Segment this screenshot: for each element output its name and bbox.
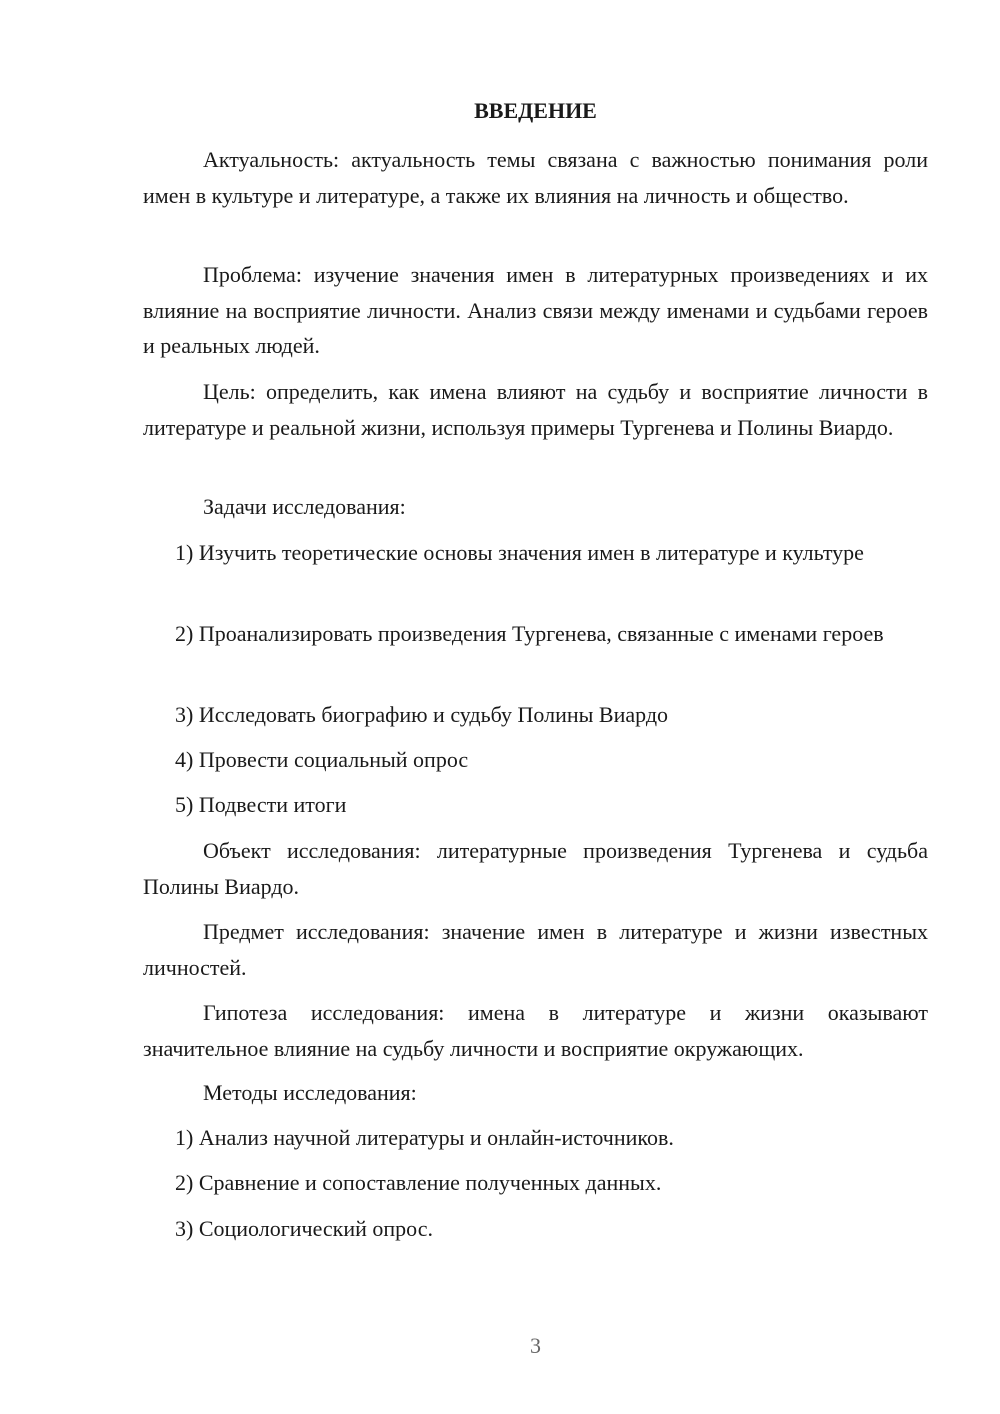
paragraph-subject: Предмет исследования: значение имен в литературе и жизни известных личностей.: [143, 919, 928, 980]
method-item: 2) Сравнение и сопоставление полученных данных.: [175, 1170, 662, 1195]
paragraph-problem: Проблема: изучение значения имен в литературных произведениях и их влияние на восприятие личности. Анализ связи между именами и судьбами героев и реальных людей.: [143, 262, 928, 358]
methods-heading: Методы исследования:: [203, 1080, 417, 1105]
page-number: 3: [530, 1333, 541, 1358]
paragraph-object: Объект исследования: литературные произведения Тургенева и судьба Полины Виардо.: [143, 838, 928, 899]
paragraph-hypothesis: Гипотеза исследования: имена в литературе и жизни оказывают значительное влияние на судьбу личности и восприятие окружающих.: [143, 1000, 928, 1061]
paragraph-actuality: Актуальность: актуальность темы связана с важностью понимания роли имен в культуре и литературе, а также их влияния на личность и общество.: [143, 147, 928, 208]
tasks-heading: Задачи исследования:: [203, 494, 406, 519]
task-item: 4) Провести социальный опрос: [175, 747, 469, 772]
task-item: 3) Исследовать биографию и судьбу Полины Виардо: [175, 702, 669, 727]
task-item: 2) Проанализировать произведения Тургенева, связанные с именами героев: [175, 621, 884, 646]
task-item: 1) Изучить теоретические основы значения имен в литературе и культуре: [175, 540, 864, 565]
method-item: 1) Анализ научной литературы и онлайн-источников.: [175, 1125, 674, 1150]
paragraph-goal: Цель: определить, как имена влияют на судьбу и восприятие личности в литературе и реальной жизни, используя примеры Тургенева и Полины Виардо.: [143, 379, 928, 440]
document-page: [143, 0, 928, 1414]
method-item: 3) Социологический опрос.: [175, 1216, 433, 1241]
section-title: ВВЕДЕНИЕ: [474, 98, 597, 123]
task-item: 5) Подвести итоги: [175, 792, 347, 817]
